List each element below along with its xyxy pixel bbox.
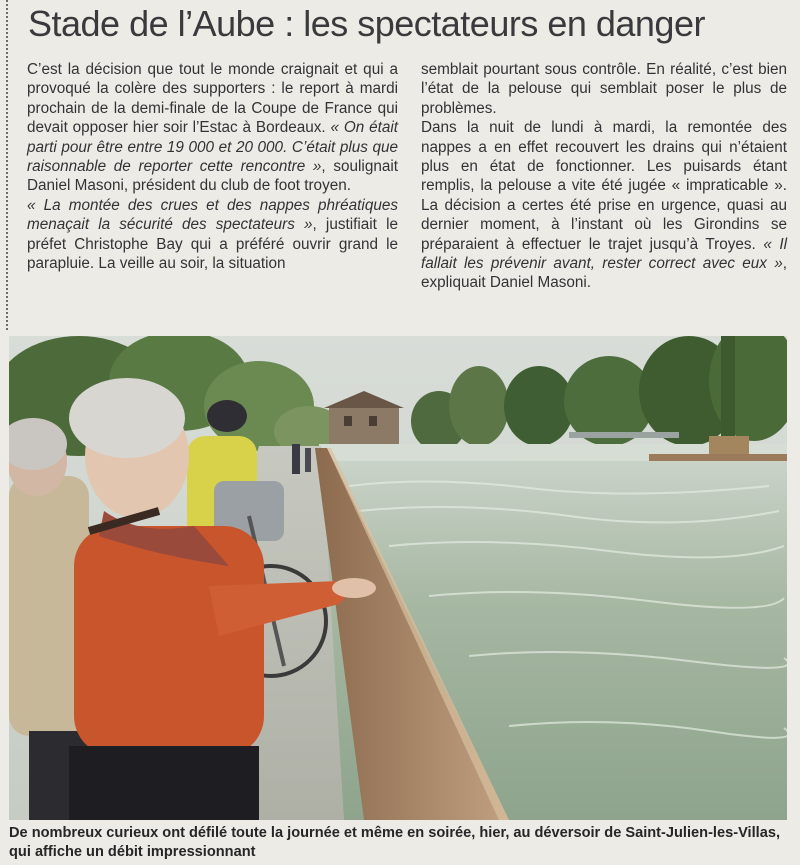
- right-p2-quote: « Il fallait les prévenir avant, rester correct avec eux »: [421, 235, 788, 273]
- left-p1-text-1: C’est la décision que tout le monde craignait et qui a provoqué la colère des supporters : le report à mardi prochain de la demi-finale de la Coupe de France qui devait opposer hier soir l’Estac à Bordeaux.: [27, 61, 398, 137]
- right-p2-text-2: , expliquait Daniel Masoni.: [421, 255, 787, 292]
- left-p2-text: , justifiait le préfet Christophe Bay qui a préféré ouvrir grand le parapluie. La veille au soir, la situation: [27, 216, 398, 273]
- article-right-column: [421, 60, 787, 293]
- right-p2-text-1: Dans la nuit de lundi à mardi, la remontée des nappes a en effet recouvert les drains qui n’étaient plus en état de fonctionner. Les puisards étant remplis, la pelouse a vite été jugée « impraticable ». La décision a certes été prise en urgence, quasi au dernier moment, à l’instant où les Girondins se préparaient à effectuer le trajet jusqu’à Troyes.: [421, 119, 787, 253]
- left-p2-quote: « La montée des crues et des nappes phréatiques menaçait la sécurité des spectateurs »: [27, 196, 398, 234]
- photo-caption: De nombreux curieux ont défilé toute la journée et même en soirée, hier, au déversoir de Saint-Julien-les-Villas, qui affiche un débit impressionnant: [9, 825, 781, 860]
- right-paragraph-2: [421, 118, 787, 293]
- left-paragraph-1: [27, 60, 398, 196]
- right-paragraph-1: [421, 60, 787, 118]
- right-p1-text: semblait pourtant sous contrôle. En réalité, c’est bien l’état de la pelouse qui semblait poser le plus de problèmes.: [421, 61, 787, 117]
- article-headline: Stade de l’Aube : les spectateurs en danger: [28, 3, 705, 44]
- article-left-column: [27, 60, 398, 273]
- left-paragraph-2: [27, 196, 398, 274]
- left-p1-text-2: , soulignait Daniel Masoni, président du club de foot troyen.: [27, 158, 398, 195]
- photo-illustration: [9, 336, 787, 820]
- left-p1-quote: « On était parti pour être entre 19 000 et 20 000. C’était plus que raisonnable de reporter cette rencontre »: [27, 119, 398, 176]
- column-dotted-rule: [6, 0, 8, 330]
- article-photo: [9, 336, 787, 820]
